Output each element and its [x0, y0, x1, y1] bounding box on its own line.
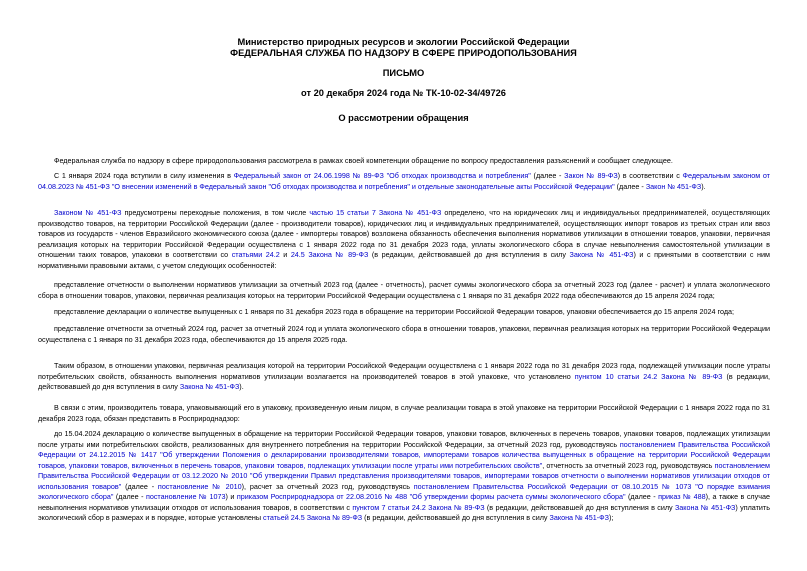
text-span: ). [701, 181, 706, 191]
text-span: и [279, 250, 291, 259]
link-law-451fz-short[interactable]: Закона № 451-ФЗ [179, 382, 240, 391]
text-span: (в редакции, действовавшей до дня вступления в силу [484, 502, 675, 512]
text-span: (далее - [614, 181, 646, 191]
link-law-451fz-short[interactable]: Закона № 451-ФЗ [674, 502, 736, 512]
paragraph-law-changes [38, 171, 770, 192]
text-span: ). [239, 382, 244, 391]
link-law-89fz[interactable]: Федеральный закон от 24.06.1998 № 89-ФЗ "Об отходах производства и потребления" [233, 171, 531, 180]
service-name: ФЕДЕРАЛЬНАЯ СЛУЖБА ПО НАДЗОРУ В СФЕРЕ ПРИРОДОПОЛЬЗОВАНИЯ [230, 48, 577, 58]
text-span: предусмотрены переходные положения, в том числе [121, 208, 310, 217]
link-law-89fz-short[interactable]: Закон № 89-ФЗ [564, 171, 618, 180]
text-span: , отчетность за отчетный 2023 год, руководствуясь [542, 460, 715, 470]
text-span: Таким образом, в отношении упаковки, первичная реализация которой на территории Российской Федерации осуществлена с 1 января 2022 года по 31 декабря 2023 года, подлежащей утилизации после утраты потребительских свойств, обязанность выполнения нормативов утилизации возлагается на производителей товаров в этой упаковке, что установлено [38, 361, 770, 381]
document-subject: О рассмотрении обращения [338, 113, 469, 123]
text-span: (далее - [530, 171, 565, 180]
document-type: ПИСЬМО [382, 68, 425, 78]
text-span: ); [608, 513, 614, 522]
text-span: ) и с принятыми в соответствии с ним нормативными правовыми актами, с учетом следующих особенностей: [38, 250, 770, 270]
link-article-24-5[interactable]: статьей 24.5 Закона № 89-ФЗ [263, 513, 363, 522]
link-law-451fz[interactable]: Законом № 451-ФЗ [54, 208, 122, 217]
link-order-488[interactable]: приказом Росприроднадзора от 22.08.2016 № 488 "Об утверждении формы расчета суммы экологического сбора" [236, 492, 626, 501]
link-point7-art24-2[interactable]: пунктом 7 статьи 24.2 Закона № 89-ФЗ [352, 502, 485, 512]
link-order-488-short[interactable]: приказ № 488 [658, 492, 706, 501]
text-span: ), а также в случае невыполнения нормативов утилизации отходов от использования товаров, в соответствии с [38, 492, 770, 512]
text-span: ) в соответствии с [617, 171, 683, 180]
text-span: (далее - [121, 481, 158, 491]
text-span: (в редакции, действовавшей до дня вступления в силу [38, 371, 770, 391]
link-resolution-1073-short[interactable]: постановление № 1073 [145, 492, 226, 501]
link-law-451fz-short[interactable]: Закона № 451-ФЗ [569, 250, 634, 259]
ministry-name: Министерство природных ресурсов и экологии Российской Федерации [237, 37, 570, 47]
text-span: (далее - [625, 492, 659, 501]
link-resolution-1073[interactable]: постановлением Правительства Российской Федерации от 08.10.2015 № 1073 "О порядке взимания экологического сбора" [38, 481, 770, 501]
paragraph-reporting-2024: представление отчетности за отчетный 2024 год, расчет за отчетный 2024 год и уплата экологического сбора в отношении товаров, упаковки, первичная реализация которых на территории Российской Федерации осуществлена с 1 января по 31 декабря 2023 года, обеспечиваются до 15 апреля 2025 года. [38, 324, 770, 344]
link-resolution-2010[interactable]: постановлением Правительства Российской Федерации от 03.12.2020 № 2010 "Об утверждении Правил представления производителями товаров, импортерами товаров отчетности о выполнении нормативов утилизации отходов от использования товаров" [38, 460, 770, 491]
text-span: (в редакции, действовавшей до дня вступления в силу [362, 513, 550, 522]
link-article-24-2[interactable]: статьями 24.2 [231, 250, 280, 259]
link-article-24-5[interactable]: 24.5 Закона № 89-ФЗ [290, 250, 369, 259]
text-span: ), расчет за отчетный 2023 год, руководствуясь [241, 481, 414, 491]
paragraph-obligation: В связи с этим, производитель товара, упаковывающий его в упаковку, произведенную иным лицом, в случае реализации товара в этой упаковке на территории Российской Федерации с 1 января 2022 года по 31 декабря 2023 года, обязан представить в Росприроднадзор: [38, 403, 770, 423]
text-span: определено, что на юридических лиц и индивидуальных предпринимателей, осуществляющих производство товаров, на территории Российской Федерации (далее - производители товаров), юридических лиц и индивидуальных предпринимателей, осуществляющих импорт товаров из третьих стран или ввоз товаров из государств - членов Евразийского экономического союза (далее - импортеры товаров) возложена обязанность обеспечения выполнения нормативов утилизации в отношении товаров, упаковки, первичная реализация которых на территории Российской Федерации осуществлена с 1 января 2022 года по 31 декабря 2023 года, уплаты экологического сбора в случае невыполнения самостоятельной утилизации в отношении таких товаров, упаковки в соответствии со [38, 208, 770, 259]
text-span: (далее - [113, 492, 146, 501]
link-part15-art7[interactable]: частью 15 статьи 7 Закона № 451-ФЗ [309, 208, 442, 217]
link-point10-art24-2[interactable]: пунктом 10 статьи 24.2 Закона № 89-ФЗ [574, 371, 723, 381]
text-span: до 15.04.2024 декларацию о количестве выпущенных в обращение на территории Российской Федерации товаров, упаковки товаров, включенных в перечень товаров, упаковки товаров, подлежащих утилизации после утраты ими потребительских свойств, реализованных для внутреннего потребления на территории Российской Федерации, за отчетный 2023 год, руководствуясь [38, 429, 770, 449]
link-law-451fz-short[interactable]: Закон № 451-ФЗ [645, 181, 702, 191]
link-law-451fz[interactable]: Федеральным законом от 04.08.2023 № 451-ФЗ "О внесении изменений в Федеральный закон "Об отходах производства и потребления" и отдельные законодательные акты Российской Федерации" [38, 171, 770, 191]
text-span: С 1 января 2024 года вступили в силу изменения в [54, 171, 234, 180]
text-span: (в редакции, действовавшей до дня вступления в силу [368, 250, 570, 259]
text-span: ) и [225, 492, 237, 501]
paragraph-declaration: представление декларации о количестве выпущенных с 1 января по 31 декабря 2023 года в обращение на территории Российской Федерации товаров, упаковки обеспечивается до 15 апреля 2024 года; [54, 307, 735, 316]
paragraph-transitional [38, 208, 770, 271]
link-resolution-2010-short[interactable]: постановление № 2010 [157, 481, 242, 491]
paragraph-deadline-list [38, 429, 770, 524]
paragraph-conclusion [38, 361, 770, 393]
document-date-number: от 20 декабря 2024 года № ТК-10-02-34/49726 [301, 88, 506, 98]
paragraph-reporting-2023: представление отчетности о выполнении нормативов утилизации за отчетный 2023 год (далее - отчетность), расчет суммы экологического сбора за отчетный 2023 год (далее - расчет) и уплата экологического сбора в отношении товаров, упаковки, первичная реализация которых на территории Российской Федерации осуществлена с 1 января по 31 декабря 2022 года обеспечиваются до 15 апреля 2024 года; [38, 280, 770, 300]
link-resolution-1417[interactable]: постановлением Правительства Российской Федерации от 24.12.2015 № 1417 "Об утверждении Положения о декларировании производителями товаров, импортерами товаров количества выпущенных в обращение на территории Российской Федерации товаров, упаковки товаров, включенных в перечень товаров, упаковки товаров, подлежащих утилизации после утраты ими потребительских свойств" [38, 439, 770, 470]
paragraph-intro: Федеральная служба по надзору в сфере природопользования рассмотрела в рамках своей компетенции обращение по вопросу предоставления разъяснений и сообщает следующее. [54, 156, 673, 165]
text-span: ) уплатить экологический сбор в размерах и в порядке, которые установлены [38, 502, 770, 522]
link-law-451fz-short[interactable]: Закона № 451-ФЗ [549, 513, 609, 522]
